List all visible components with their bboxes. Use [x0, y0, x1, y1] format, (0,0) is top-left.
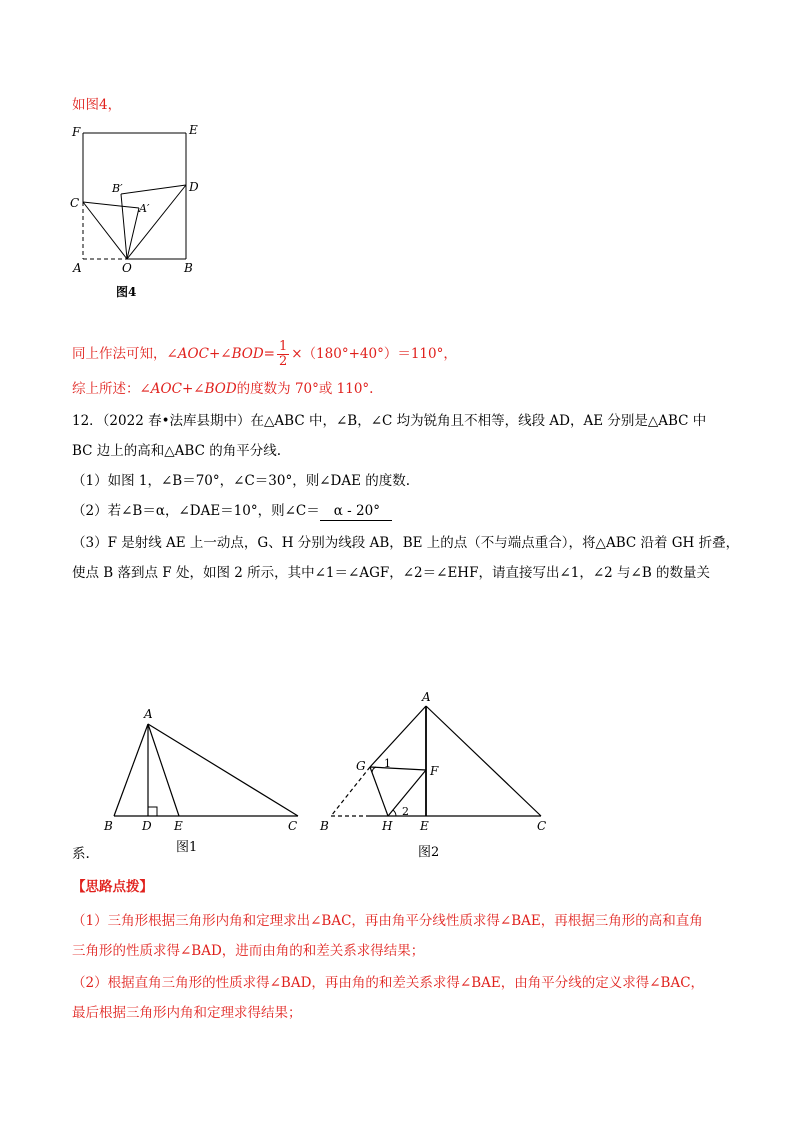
fig2-angle-2: 2 — [402, 805, 409, 818]
fig4-label-A: A — [73, 261, 82, 275]
problem-line-2: BC 边上的高和△ABC 的角平分线. — [72, 443, 282, 459]
fig4-label-O: O — [122, 261, 132, 275]
fig4-caption: 图4 — [116, 285, 137, 299]
hint-title: 【思路点拨】 — [72, 879, 153, 895]
fig4-label-D: D — [189, 180, 199, 194]
problem-q3-line-3: 系. — [72, 846, 90, 862]
problem-q3-line-2: 使点 B 落到点 F 处，如图 2 所示，其中∠1＝∠AGF，∠2＝∠EHF，请直接写出∠1，∠2 与∠B 的数量关 — [72, 565, 711, 581]
hint-p1-line-1: （1）三角形根据三角形内角和定理求出∠BAC，再由角平分线性质求得∠BAE，再根据三角形的高和直角 — [72, 913, 703, 929]
q2-answer: α - 20° — [320, 502, 392, 521]
fig2-label-F: F — [430, 764, 439, 778]
sol1-expr: ∠AOC+∠BOD — [166, 346, 264, 362]
fig4-label-Aprime: A′ — [139, 202, 150, 215]
fig2-angle-1: 1 — [384, 757, 391, 770]
figure-2 — [312, 686, 562, 866]
fig1-label-B: B — [104, 819, 113, 833]
problem-line-1: 12．（2022 春•法库县期中）在△ABC 中，∠B，∠C 均为锐角且不相等，线段 AD，AE 分别是△ABC 中 — [72, 413, 707, 429]
fig1-label-E: E — [174, 819, 183, 833]
fig4-label-F: F — [72, 125, 81, 139]
sol1-frac-num: 1 — [278, 339, 288, 354]
sol2-post: 的度数为 70°或 110°. — [236, 381, 374, 397]
problem-q2 — [72, 502, 392, 521]
fig4-label-E: E — [189, 123, 198, 137]
fig2-caption: 图2 — [418, 845, 440, 860]
figure-4 — [66, 118, 216, 303]
fig2-label-E: E — [420, 819, 429, 833]
sol1-post: ×（180°+40°）＝110°， — [291, 346, 457, 362]
hint-p1-line-2: 三角形的性质求得∠BAD，进而由角的和差关系求得结果； — [72, 943, 425, 959]
fig4-label-Bprime: B′ — [112, 182, 123, 195]
solution-line-1 — [72, 334, 457, 374]
problem-q1: （1）如图 1，∠B＝70°，∠C＝30°，则∠DAE 的度数. — [72, 473, 411, 489]
sol2-expr: ∠AOC+∠BOD — [139, 381, 237, 397]
fig1-label-C: C — [288, 819, 298, 833]
fig1-label-D: D — [142, 819, 152, 833]
fig4-label-B: B — [184, 261, 193, 275]
hint-p2-line-1: （2）根据直角三角形的性质求得∠BAD，再由角的和差关系求得∠BAE，由角平分线的定义求得∠BAC， — [72, 975, 705, 991]
hint-p2-line-2: 最后根据三角形内角和定理求得结果； — [72, 1005, 302, 1021]
fig1-caption: 图1 — [176, 840, 198, 855]
fig1-label-A: A — [144, 707, 153, 721]
sol1-fraction — [277, 340, 289, 369]
problem-q3-line-1: （3）F 是射线 AE 上一动点，G、H 分别为线段 AB，BE 上的点（不与端点重合），将△ABC 沿着 GH 折叠， — [72, 535, 740, 551]
figure4-intro: 如图4， — [72, 97, 122, 113]
fig2-label-A: A — [422, 690, 431, 704]
q2-prompt: （2）若∠B＝α，∠DAE＝10°，则∠C＝ — [72, 503, 320, 519]
fig4-label-C: C — [70, 196, 80, 210]
fig2-label-H: H — [382, 819, 393, 833]
sol1-frac-den: 2 — [278, 354, 288, 369]
figure-1 — [96, 686, 316, 861]
fig2-label-C: C — [537, 819, 547, 833]
fig2-label-B: B — [320, 819, 329, 833]
fig2-label-G: G — [356, 759, 366, 773]
sol1-eq: = — [263, 346, 275, 362]
sol2-pre: 综上所述： — [72, 381, 140, 397]
solution-line-2 — [72, 380, 373, 398]
sol1-pre: 同上作法可知， — [72, 346, 167, 362]
